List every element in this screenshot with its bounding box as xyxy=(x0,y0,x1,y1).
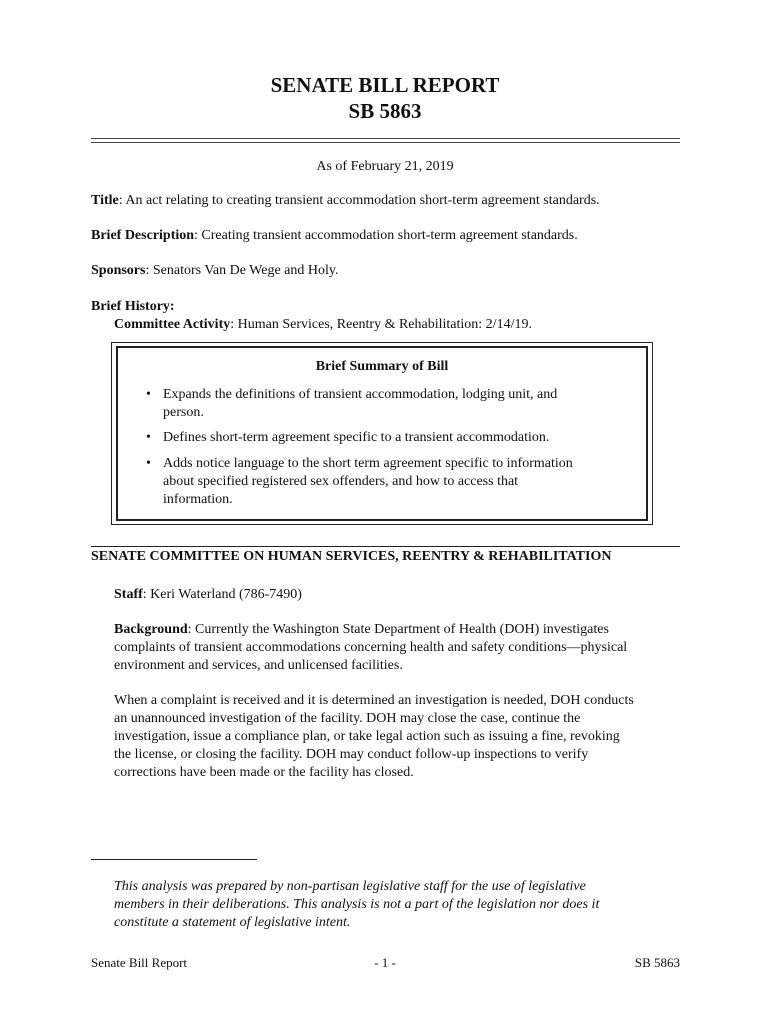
bullet-icon: • xyxy=(146,387,151,402)
committee-activity-text: : Human Services, Reentry & Rehabilitation: 2/14/19. xyxy=(230,317,532,332)
brief-description xyxy=(91,227,680,245)
footnote-rule xyxy=(91,859,257,860)
bill-number: SB 5863 xyxy=(348,99,422,123)
committee-activity xyxy=(114,316,680,334)
committee-heading: SENATE COMMITTEE ON HUMAN SERVICES, REENTRY & REHABILITATION xyxy=(91,549,612,564)
report-title: SENATE BILL REPORT xyxy=(270,73,500,97)
footer-left: Senate Bill Report xyxy=(91,955,188,970)
title-label: Title xyxy=(91,193,119,208)
brief-description-text: : Creating transient accommodation short-term agreement standards. xyxy=(194,228,578,243)
header-rule-bottom xyxy=(91,142,680,143)
footer-right: SB 5863 xyxy=(634,955,680,970)
bullet-icon: • xyxy=(146,430,151,445)
footnote: This analysis was prepared by non-partisan legislative staff for the use of legislative members in their deliberations. This analysis is not a part of the legislation nor does it constitute a statement of legislative intent. xyxy=(114,879,600,930)
sponsors-label: Sponsors xyxy=(91,263,146,278)
staff-label: Staff xyxy=(114,587,143,602)
summary-bullet-3: Adds notice language to the short term agreement specific to information about specified registered sex offenders, and how to access that information. xyxy=(163,456,573,507)
summary-bullet-2: Defines short-term agreement specific to a transient accommodation. xyxy=(163,430,550,445)
committee-activity-label: Committee Activity xyxy=(114,317,231,332)
committee-rule xyxy=(91,546,680,547)
complaint-paragraph: When a complaint is received and it is determined an investigation is needed, DOH conducts an unannounced investigation of the facility. DOH may close the case, continue the investigation, issue a compliance plan, or take legal action such as issuing a fine, revoking the license, or closing the facility. DOH may conduct follow-up inspections to verify corrections have been made or the facility has closed. xyxy=(114,693,634,780)
header-rule-top xyxy=(91,138,680,139)
brief-description-label: Brief Description xyxy=(91,228,195,243)
staff-text: : Keri Waterland (786-7490) xyxy=(142,587,302,602)
summary-bullet-1: Expands the definitions of transient accommodation, lodging unit, and person. xyxy=(163,387,558,420)
page-number: - 1 - xyxy=(374,955,396,970)
bullet-icon: • xyxy=(146,456,151,471)
staff xyxy=(114,586,680,604)
as-of-date: As of February 21, 2019 xyxy=(316,159,454,174)
background-label: Background xyxy=(114,622,188,637)
brief-history-label: Brief History: xyxy=(91,299,175,314)
background-paragraph: Background: Currently the Washington State Department of Health (DOH) investigates complaints of transient accommodations concerning health and safety conditions—physical environment and services, and unlicensed facilities. xyxy=(114,622,628,673)
title-text: : An act relating to creating transient accommodation short-term agreement standards. xyxy=(118,193,600,208)
sponsors xyxy=(91,262,680,280)
sponsors-text: : Senators Van De Wege and Holy. xyxy=(145,263,339,278)
title-field xyxy=(91,192,680,210)
summary-box-title: Brief Summary of Bill xyxy=(315,359,449,374)
